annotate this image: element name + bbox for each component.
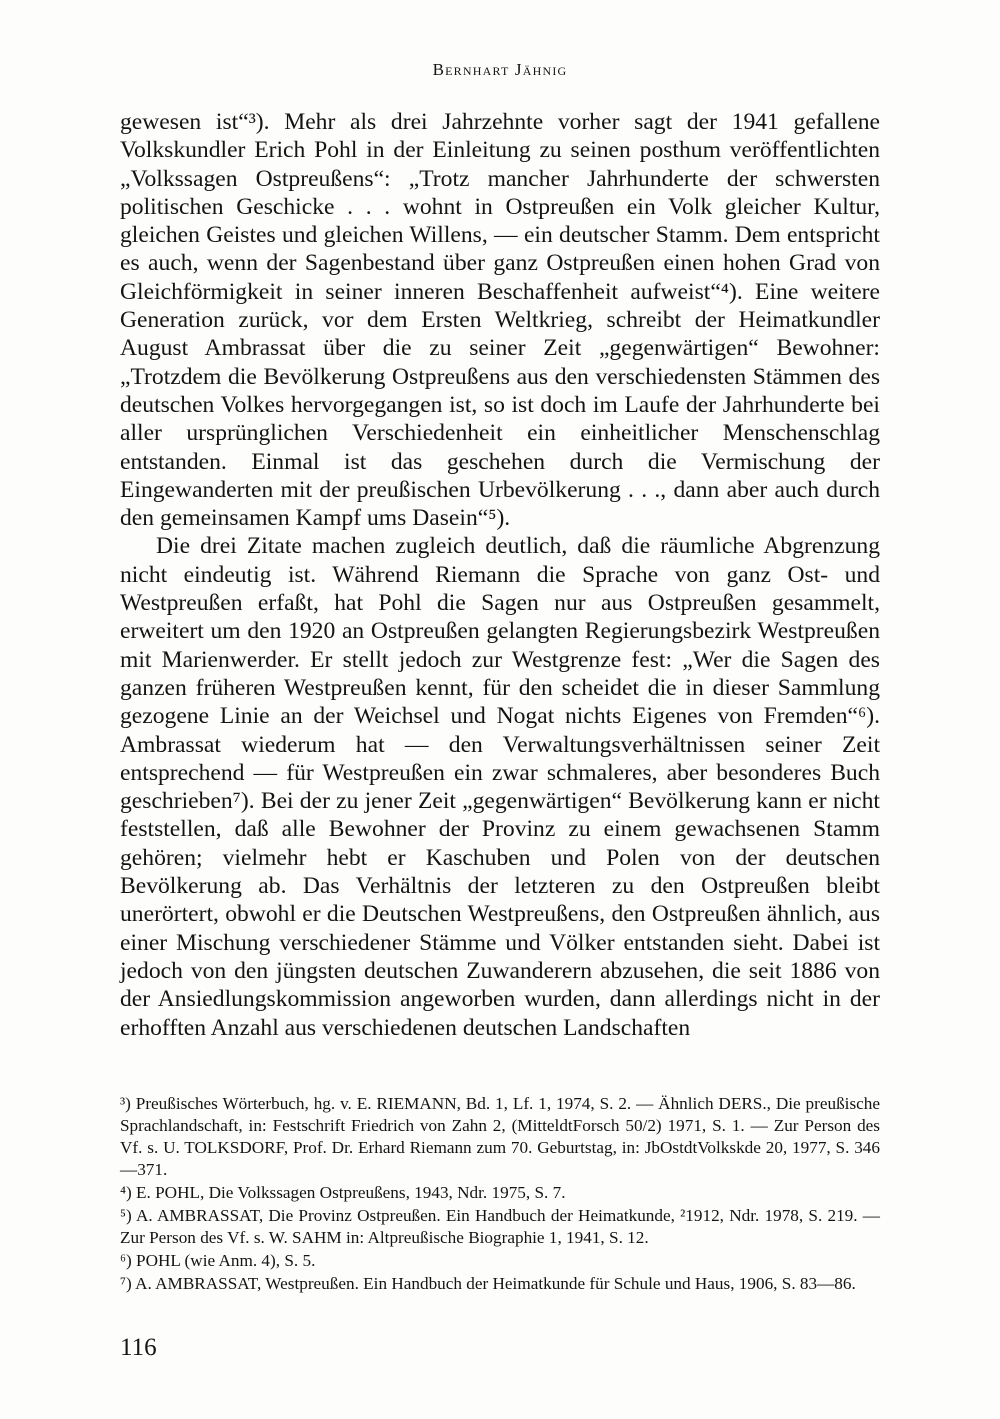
page-number: 116 (120, 1334, 157, 1361)
footnote-6: ⁶) POHL (wie Anm. 4), S. 5. (120, 1251, 316, 1270)
footnote-7: ⁷) A. AMBRASSAT, Westpreußen. Ein Handbuch der Heimatkunde für Schule und Haus, 1906, S. 83—86. (120, 1274, 856, 1293)
body-text (120, 108, 880, 1042)
running-head: Bernhart Jähnig (432, 60, 568, 79)
footnote-4: ⁴) E. POHL, Die Volkssagen Ostpreußens, 1943, Ndr. 1975, S. 7. (120, 1183, 566, 1202)
paragraph-2: Die drei Zitate machen zugleich deutlich, daß die räumliche Abgrenzung nicht eindeutig ist. Während Riemann die Sprache von ganz Ost- und Westpreußen erfaßt, hat Pohl die Sagen nur aus Ostpreußen gesammelt, erweitert um den 1920 an Ostpreußen gelangten Regierungsbezirk Westpreußen mit Marienwerder. Er stellt jedoch zur Westgrenze fest: „Wer die Sagen des ganzen früheren Westpreußen kennt, für den scheidet die in dieser Sammlung gezogene Linie an der Weichsel und Nogat nichts Eigenes von Fremden“⁶). Ambrassat wiederum hat — den Verwaltungsverhältnissen seiner Zeit entsprechend — für Westpreußen ein zwar schmaleres, aber besonderes Buch geschrieben⁷). Bei der zu jener Zeit „gegenwärtigen“ Bevölkerung kann er nicht feststellen, daß alle Bewohner der Provinz zu einem gewachsenen Stamm gehören; vielmehr hebt er Kaschuben und Polen von der deutschen Bevölkerung ab. Das Verhältnis der letzteren zu den Ostpreußen bleibt unerörtert, obwohl er die Deutschen Westpreußens, den Ostpreußen ähnlich, aus einer Mischung verschiedener Stämme und Völker entstanden sieht. Dabei ist jedoch von den jüngsten deutschen Zuwanderern abzusehen, die seit 1886 von der Ansiedlungskommission angeworben wurden, dann allerdings nicht in der erhofften Anzahl aus verschiedenen deutschen Landschaften (120, 533, 880, 1041)
footnote-5: ⁵) A. AMBRASSAT, Die Provinz Ostpreußen. Ein Handbuch der Heimatkunde, ²1912, Ndr. 1978, S. 219. — Zur Person des Vf. s. W. SAHM in: Altpreußische Biographie 1, 1941, S. 12. (120, 1206, 880, 1247)
footnote-3: ³) Preußisches Wörterbuch, hg. v. E. RIEMANN, Bd. 1, Lf. 1, 1974, S. 2. — Ähnlich DERS., Die preußische Sprachlandschaft, in: Festschrift Friedrich von Zahn 2, (MitteldtForsch 50/2) 1971, S. 1. — Zur Person des Vf. s. U. TOLKSDORF, Prof. Dr. Erhard Riemann zum 70. Geburtstag, in: JbOstdtVolkskde 20, 1977, S. 346—371. (120, 1094, 880, 1179)
paragraph-1: gewesen ist“³). Mehr als drei Jahrzehnte vorher sagt der 1941 gefallene Volkskundler Erich Pohl in der Einleitung zu seinen posthum veröffentlichten „Volkssagen Ostpreußens“: „Trotz mancher Jahrhunderte der schwersten politischen Geschicke . . . wohnt in Ostpreußen ein Volk gleicher Kultur, gleichen Geistes und gleichen Willens, — ein deutscher Stamm. Dem entspricht es auch, wenn der Sagenbestand über ganz Ostpreußen einen hohen Grad von Gleichförmigkeit in seiner inneren Beschaffenheit aufweist“⁴). Eine weitere Generation zurück, vor dem Ersten Weltkrieg, schreibt der Heimatkundler August Ambrassat über die zu seiner Zeit „gegenwärtigen“ Bewohner: „Trotzdem die Bevölkerung Ostpreußens aus den verschiedensten Stämmen des deutschen Volkes hervorgegangen ist, so ist doch im Laufe der Jahrhunderte bei aller ursprünglichen Verschiedenheit ein einheitlicher Menschenschlag entstanden. Einmal ist das geschehen durch die Vermischung der Eingewanderten mit der preußischen Urbevölkerung . . ., dann aber auch durch den gemeinsamen Kampf ums Dasein“⁵). (120, 109, 880, 532)
footnotes (120, 1093, 880, 1296)
